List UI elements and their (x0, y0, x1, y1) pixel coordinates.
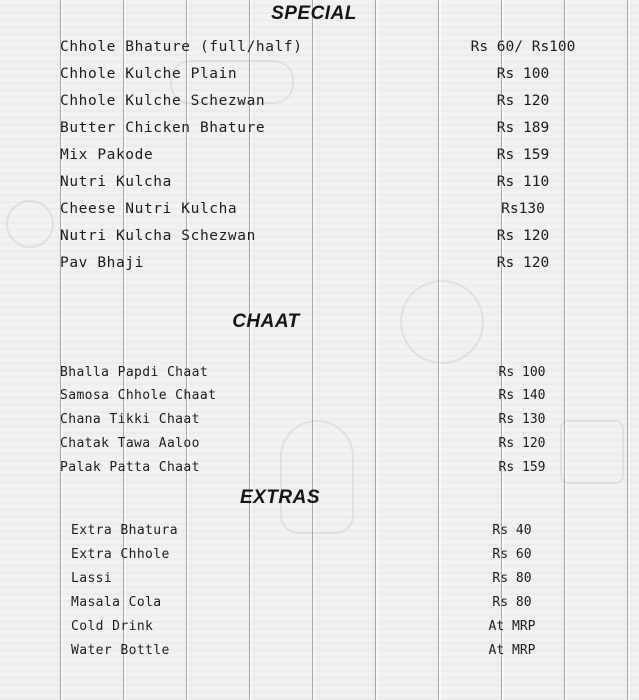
menu-item (0, 93, 639, 115)
menu-item-price: Rs 189 (496, 120, 550, 136)
menu-item (0, 147, 639, 169)
menu-item-name: Chhole Kulche Plain (60, 66, 238, 82)
menu-item (0, 388, 639, 410)
menu-item (0, 66, 639, 88)
menu-item (0, 571, 639, 593)
menu-item-price: Rs 120 (496, 93, 550, 109)
menu-item-name: Chhole Bhature (full/half) (60, 39, 303, 55)
menu-item-price: Rs 40 (492, 523, 532, 538)
menu-item-name: Pav Bhaji (60, 255, 144, 271)
menu-item-price: Rs 100 (496, 66, 550, 82)
menu-item-price: Rs 60/ Rs100 (470, 39, 576, 55)
menu-item (0, 460, 639, 482)
menu-item (0, 547, 639, 569)
menu-item (0, 619, 639, 641)
menu-item (0, 39, 639, 61)
menu-item-name: Extra Chhole (71, 547, 170, 562)
menu-item-price: Rs 100 (498, 365, 546, 380)
menu-item (0, 365, 639, 387)
menu-item (0, 595, 639, 617)
menu-item-name: Cheese Nutri Kulcha (60, 201, 238, 217)
menu-item-price: Rs 80 (492, 595, 532, 610)
menu-item-price: Rs 110 (496, 174, 550, 190)
menu-item-price: Rs 120 (498, 436, 546, 451)
menu-item (0, 255, 639, 277)
menu-item (0, 412, 639, 434)
menu-item-name: Chhole Kulche Schezwan (60, 93, 266, 109)
doodle-circle (400, 280, 484, 364)
menu-item-price: Rs 130 (498, 412, 546, 427)
menu-item-price: Rs 60 (492, 547, 532, 562)
menu-item-price: Rs 159 (498, 460, 546, 475)
menu-item-price: At MRP (488, 643, 536, 658)
menu-item (0, 436, 639, 458)
menu-item-name: Chana Tikki Chaat (60, 412, 200, 427)
menu-item-price: Rs 159 (496, 147, 550, 163)
menu-item (0, 643, 639, 665)
menu-item (0, 228, 639, 250)
menu-item-name: Extra Bhatura (71, 523, 178, 538)
menu-item-price: Rs 80 (492, 571, 532, 586)
menu-item-price: Rs 120 (496, 255, 550, 271)
menu-item (0, 174, 639, 196)
section-heading-extras: EXTRAS (239, 487, 321, 508)
menu-item-name: Masala Cola (71, 595, 162, 610)
menu-item-name: Bhalla Papdi Chaat (60, 365, 209, 380)
menu-item-name: Chatak Tawa Aaloo (60, 436, 200, 451)
menu-item (0, 120, 639, 142)
menu-item-price: Rs 140 (498, 388, 546, 403)
menu-item-name: Water Bottle (71, 643, 170, 658)
menu-item-name: Mix Pakode (60, 147, 154, 163)
menu-item-name: Samosa Chhole Chaat (60, 388, 217, 403)
menu-item-price: At MRP (488, 619, 536, 634)
menu-item (0, 201, 639, 223)
menu-item-price: Rs130 (501, 201, 545, 217)
menu-item-name: Cold Drink (71, 619, 154, 634)
menu-item (0, 523, 639, 545)
section-heading-special: SPECIAL (271, 3, 357, 24)
menu-item-name: Nutri Kulcha (60, 174, 172, 190)
menu-item-name: Palak Patta Chaat (60, 460, 200, 475)
menu-item-name: Lassi (71, 571, 113, 586)
section-heading-chaat: CHAAT (232, 311, 300, 332)
menu-item-name: Butter Chicken Bhature (60, 120, 266, 136)
menu-item-name: Nutri Kulcha Schezwan (60, 228, 256, 244)
menu-item-price: Rs 120 (496, 228, 550, 244)
